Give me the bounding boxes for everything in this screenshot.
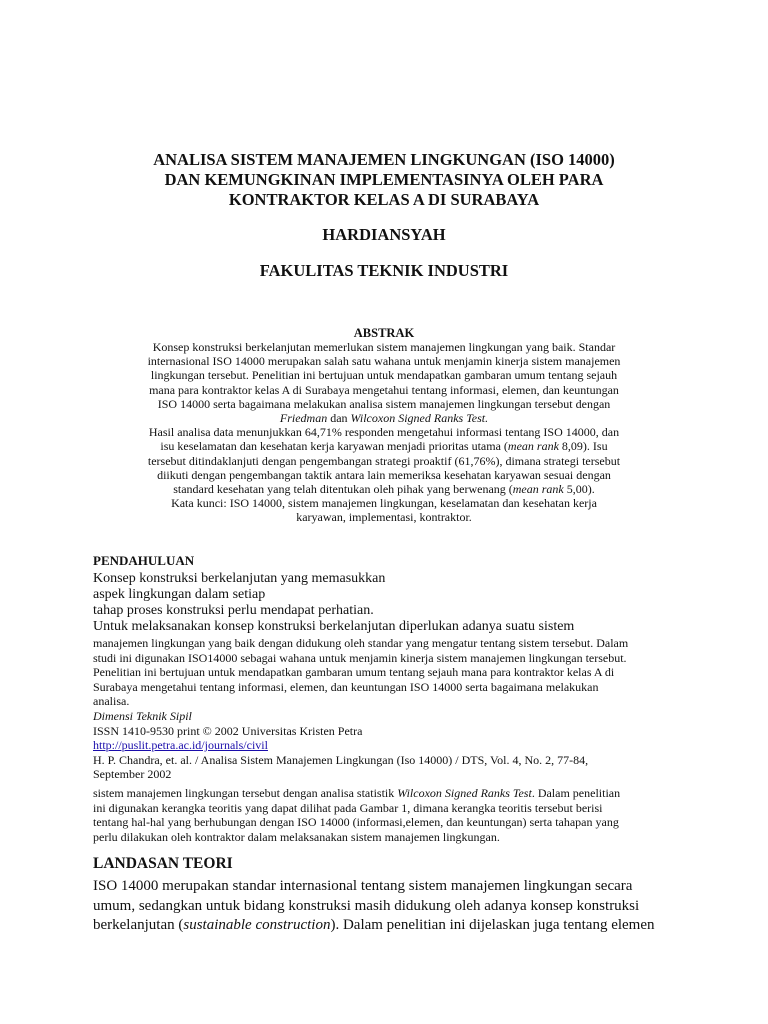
intro-small-text bbox=[93, 636, 683, 782]
text-line bbox=[93, 786, 683, 801]
text-line: ISO 14000 merupakan standar internasional tentang sistem manajemen lingkungan secara bbox=[93, 878, 633, 894]
citation-line: September 2002 bbox=[93, 767, 172, 782]
text-line: Surabaya mengetahui tentang informasi, elemen, dan keuntungan ISO 14000 serta bagaimana melakukan bbox=[93, 679, 599, 694]
text-line: Konsep konstruksi berkelanjutan yang memasukkan bbox=[93, 571, 386, 586]
journal-link[interactable]: http://puslit.petra.ac.id/journals/civil bbox=[93, 738, 268, 753]
text-line: ini digunakan kerangka teoritis yang dapat dilihat pada Gambar 1, dimana kerangka teoritis tersebut berisi bbox=[93, 800, 603, 815]
abstract-line: tersebut ditindaklanjuti dengan pengembangan strategi proaktif (61,76%), dimana strategi tersebut bbox=[147, 453, 621, 468]
text-line: aspek lingkungan dalam setiap bbox=[93, 587, 266, 602]
title-line: DAN KEMUNGKINAN IMPLEMENTASINYA OLEH PARA bbox=[164, 170, 604, 189]
text-span: dan bbox=[327, 411, 351, 426]
text-line: tahap proses konstruksi perlu mendapat perhatian. bbox=[93, 603, 374, 618]
title-line: ANALISA SISTEM MANAJEMEN LINGKUNGAN (ISO 14000) bbox=[153, 150, 615, 169]
italic-term: Wilcoxon Signed Ranks Test. bbox=[350, 411, 489, 426]
abstract-line: lingkungan tersebut. Penelitian ini bertujuan untuk mendapatkan gambaran umum tentang sejauh bbox=[150, 368, 618, 383]
text-span: standard kesehatan yang telah ditentukan oleh pihak yang berwenang ( bbox=[173, 482, 513, 497]
paper-title bbox=[90, 150, 678, 210]
intro-large-text bbox=[93, 571, 574, 635]
text-line: Penelitian ini bertujuan untuk mendapatkan gambaran umum tentang sejauh mana para kontraktor kelas A di bbox=[93, 665, 615, 680]
abstract-line: Hasil analisa data menunjukkan 64,71% responden mengetahui informasi tentang ISO 14000, dan bbox=[148, 425, 620, 440]
abstract-line: Konsep konstruksi berkelanjutan memerlukan sistem manajemen lingkungan yang baik. Standar bbox=[152, 340, 616, 354]
section-heading-theory: LANDASAN TEORI bbox=[93, 855, 233, 872]
faculty-name: FAKULITAS TEKNIK INDUSTRI bbox=[259, 261, 509, 280]
text-span: berkelanjutan ( bbox=[93, 917, 184, 933]
issn-line: ISSN 1410-9530 print © 2002 Universitas Kristen Petra bbox=[93, 723, 363, 738]
abstract-line: ISO 14000 serta bagaimana melakukan analisa sistem manajemen lingkungan tersebut dengan bbox=[157, 396, 611, 411]
text-span: 5,00). bbox=[563, 482, 595, 497]
text-line: Untuk melaksanakan konsep konstruksi berkelanjutan diperlukan adanya suatu sistem bbox=[93, 619, 575, 634]
text-line: manajemen lingkungan yang baik dengan didukung oleh standar yang mengatur tentang sistem tersebut. Dalam bbox=[93, 636, 629, 650]
text-line: umum, sedangkan untuk bidang konstruksi masih didukung oleh adanya konsep konstruksi bbox=[93, 897, 640, 914]
keywords-line: karyawan, implementasi, kontraktor. bbox=[296, 510, 472, 525]
author-name: HARDIANSYAH bbox=[322, 225, 446, 244]
section-heading-intro: PENDAHULUAN bbox=[93, 553, 195, 568]
abstract-line: mana para kontraktor kelas A di Surabaya mengetahui tentang informasi, elemen, dan keuntungan bbox=[149, 382, 619, 397]
italic-term: sustainable construction bbox=[183, 917, 331, 933]
citation-line: H. P. Chandra, et. al. / Analisa Sistem Manajemen Lingkungan (Iso 14000) / DTS, Vol. 4, No. 2, 77-84, bbox=[93, 752, 589, 767]
text-line bbox=[93, 916, 655, 936]
italic-term: Dimensi Teknik Sipil bbox=[93, 708, 192, 723]
abstract-heading: ABSTRAK bbox=[353, 326, 415, 340]
abstract-line bbox=[115, 482, 653, 496]
theory-body bbox=[93, 877, 655, 936]
abstract-line bbox=[115, 411, 653, 425]
text-span: 8,09). Isu bbox=[558, 439, 608, 454]
abstract-line bbox=[115, 439, 653, 453]
text-line: analisa. bbox=[93, 694, 130, 709]
text-span: sistem manajemen lingkungan tersebut dengan analisa statistik bbox=[93, 786, 398, 800]
italic-term: Friedman bbox=[279, 411, 328, 426]
abstract-line: internasional ISO 14000 merupakan salah satu wahana untuk menjamin kinerja sistem manajemen bbox=[147, 354, 621, 369]
text-span: ). Dalam penelitian ini dijelaskan juga tentang elemen bbox=[330, 917, 655, 933]
title-line: KONTRAKTOR KELAS A DI SURABAYA bbox=[228, 190, 540, 209]
italic-term: mean rank bbox=[512, 482, 564, 497]
text-span: isu keselamatan dan kesehatan kerja karyawan menjadi prioritas utama ( bbox=[160, 439, 508, 454]
keywords-line: Kata kunci: ISO 14000, sistem manajemen lingkungan, keselamatan dan kesehatan kerja bbox=[171, 496, 597, 511]
text-line: perlu dilakukan oleh kontraktor dalam melaksanakan sistem manajemen lingkungan. bbox=[93, 829, 500, 844]
journal-name bbox=[93, 709, 683, 724]
abstract-body bbox=[115, 340, 653, 525]
italic-term: Wilcoxon Signed Ranks Test bbox=[397, 786, 532, 800]
abstract-line: diikuti dengan pengembangan taktik antara lain memeriksa kesehatan karyawan sesuai dengan bbox=[157, 467, 611, 482]
italic-term: mean rank bbox=[507, 439, 559, 454]
text-line: tentang hal-hal yang berhubungan dengan ISO 14000 (informasi,elemen, dan keuntungan) serta tahapan yang bbox=[93, 815, 619, 830]
text-span: . Dalam penelitian bbox=[531, 786, 621, 800]
intro-continuation bbox=[93, 786, 683, 844]
text-line: studi ini digunakan ISO14000 sebagai wahana untuk menjamin kinerja sistem manajemen lingkungan tersebut. bbox=[93, 650, 627, 665]
